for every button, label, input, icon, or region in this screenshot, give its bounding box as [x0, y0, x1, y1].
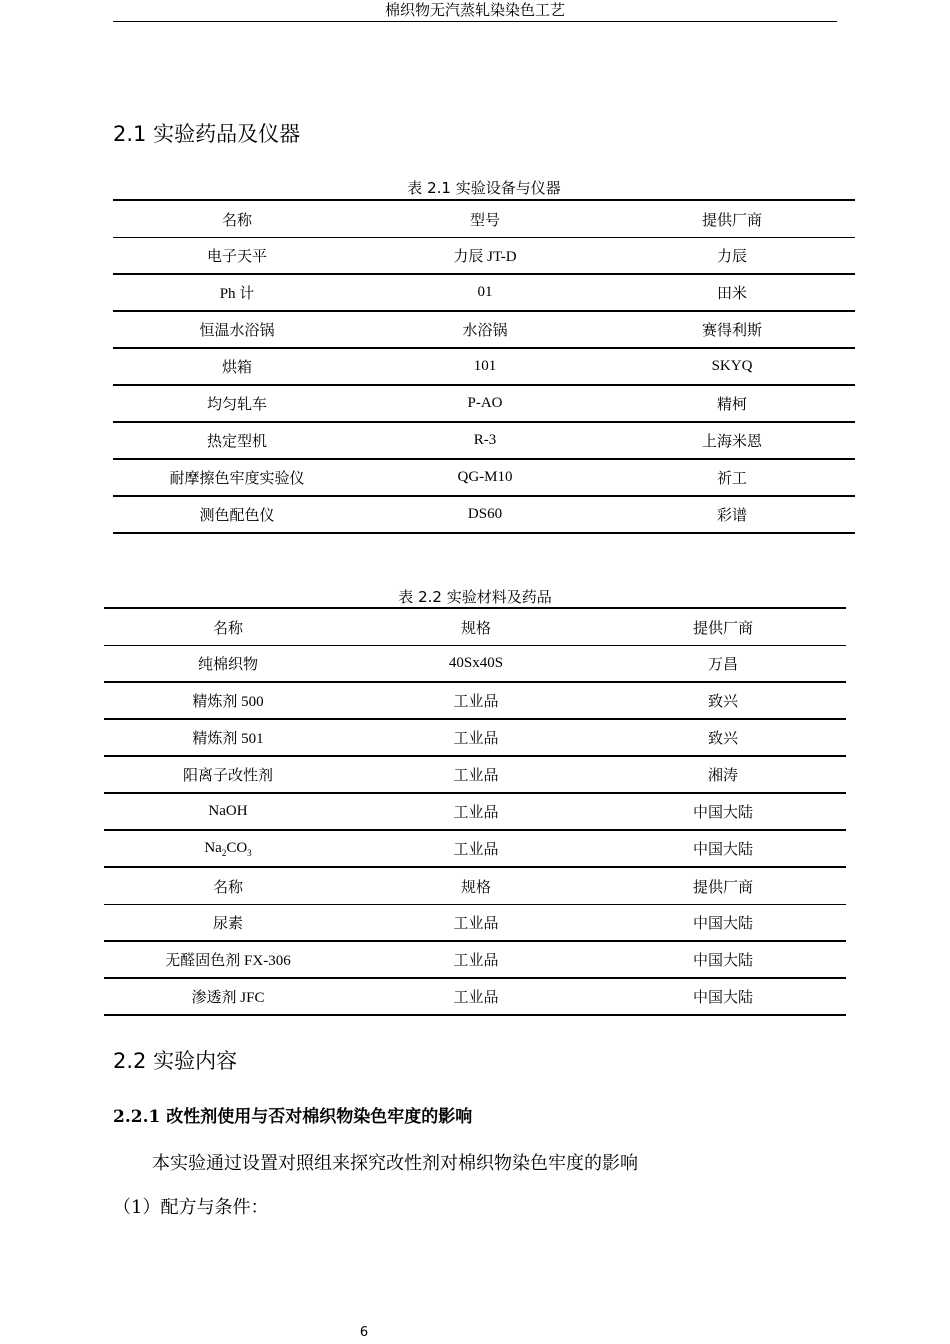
table-cell: SKYQ: [609, 348, 855, 385]
table-header-row-repeat: [104, 867, 846, 905]
table-row: [104, 719, 846, 756]
table-cell: 致兴: [600, 719, 846, 756]
column-header-model: 型号: [361, 200, 609, 238]
table-cell: DS60: [361, 496, 609, 533]
table-cell: 工业品: [352, 719, 600, 756]
table-cell: 烘箱: [113, 348, 361, 385]
table-cell: 中国大陆: [600, 941, 846, 978]
table-row: [113, 311, 855, 348]
table-row: [113, 385, 855, 422]
table-cell: 热定型机: [113, 422, 361, 459]
table-row: [104, 941, 846, 978]
formula-part: CO: [226, 839, 248, 856]
table-cell: 01: [361, 274, 609, 311]
formula-subscript: 2: [221, 847, 227, 858]
table-row: [104, 830, 846, 867]
running-header: 棉织物无汽蒸轧染染色工艺: [113, 0, 837, 22]
table-cell: 工业品: [352, 978, 600, 1015]
table-cell: 101: [361, 348, 609, 385]
table-cell: 40Sx40S: [352, 646, 600, 683]
table-row: [104, 978, 846, 1015]
formula-part: Na: [204, 839, 222, 856]
table1-caption: 表 2.1 实验设备与仪器: [407, 179, 561, 197]
table-row: [104, 756, 846, 793]
table-cell: 中国大陆: [600, 793, 846, 830]
table-header-row: [104, 608, 846, 646]
table-row: [113, 238, 855, 275]
formula-subscript: 3: [247, 847, 252, 858]
table-row: [104, 646, 846, 683]
table-cell: 精柯: [609, 385, 855, 422]
table-cell: R-3: [361, 422, 609, 459]
table-cell-formula: [104, 830, 352, 867]
table-cell: 尿素: [104, 905, 352, 942]
table-cell: 无醛固色剂 FX-306: [104, 941, 352, 978]
list-item-formula-conditions: （1）配方与条件：: [113, 1197, 269, 1218]
table-row: [104, 905, 846, 942]
table-cell: 均匀轧车: [113, 385, 361, 422]
table-cell: 田米: [609, 274, 855, 311]
table-cell: 精炼剂 500: [104, 682, 352, 719]
section-heading-2-2: 2.2 实验内容: [113, 1049, 238, 1073]
section-heading-2-1: 2.1 实验药品及仪器: [113, 122, 301, 146]
table-cell: 纯棉织物: [104, 646, 352, 683]
table-cell: 中国大陆: [600, 830, 846, 867]
table-cell: 赛得利斯: [609, 311, 855, 348]
table-cell: 湘涛: [600, 756, 846, 793]
table-cell: 工业品: [352, 830, 600, 867]
materials-table: [104, 607, 846, 1016]
column-header-vendor: 提供厂商: [600, 608, 846, 646]
table-row: [113, 459, 855, 496]
table-cell: 致兴: [600, 682, 846, 719]
column-header-name: 名称: [113, 200, 361, 238]
table-cell: QG-M10: [361, 459, 609, 496]
table-row: [104, 682, 846, 719]
table-cell: 工业品: [352, 793, 600, 830]
table-cell: 力辰 JT-D: [361, 238, 609, 275]
table-cell: 电子天平: [113, 238, 361, 275]
table-cell: 工业品: [352, 756, 600, 793]
table-cell: 恒温水浴锅: [113, 311, 361, 348]
column-header-spec: 规格: [352, 867, 600, 905]
table-cell: 中国大陆: [600, 978, 846, 1015]
table-cell: 阳离子改性剂: [104, 756, 352, 793]
table-row: [113, 348, 855, 385]
page-number: 6: [359, 1325, 369, 1340]
table-cell: 测色配色仪: [113, 496, 361, 533]
subsection-heading-2-2-1: 2.2.1 改性剂使用与否对棉织物染色牢度的影响: [113, 1107, 473, 1127]
table-cell: 工业品: [352, 941, 600, 978]
body-paragraph: 本实验通过设置对照组来探究改性剂对棉织物染色牢度的影响: [152, 1153, 638, 1174]
table-cell: 工业品: [352, 905, 600, 942]
table-row: [104, 793, 846, 830]
table-cell: 工业品: [352, 682, 600, 719]
table-row: [113, 274, 855, 311]
column-header-name: 名称: [104, 608, 352, 646]
table-row: [113, 496, 855, 533]
table-cell: 力辰: [609, 238, 855, 275]
table-cell: 耐摩擦色牢度实验仪: [113, 459, 361, 496]
table-cell: 精炼剂 501: [104, 719, 352, 756]
column-header-vendor: 提供厂商: [600, 867, 846, 905]
column-header-vendor: 提供厂商: [609, 200, 855, 238]
table-cell: 渗透剂 JFC: [104, 978, 352, 1015]
column-header-name: 名称: [104, 867, 352, 905]
table-row: [113, 422, 855, 459]
table-cell: NaOH: [104, 793, 352, 830]
table-cell: 祈工: [609, 459, 855, 496]
column-header-spec: 规格: [352, 608, 600, 646]
table-header-row: [113, 200, 855, 238]
table-cell: 万昌: [600, 646, 846, 683]
table-cell: 彩谱: [609, 496, 855, 533]
table-cell: 中国大陆: [600, 905, 846, 942]
table-cell: 水浴锅: [361, 311, 609, 348]
table-cell: 上海米恩: [609, 422, 855, 459]
table-cell: P-AO: [361, 385, 609, 422]
equipment-table: [113, 199, 855, 534]
table-cell: Ph 计: [113, 274, 361, 311]
table2-caption: 表 2.2 实验材料及药品: [398, 588, 552, 606]
